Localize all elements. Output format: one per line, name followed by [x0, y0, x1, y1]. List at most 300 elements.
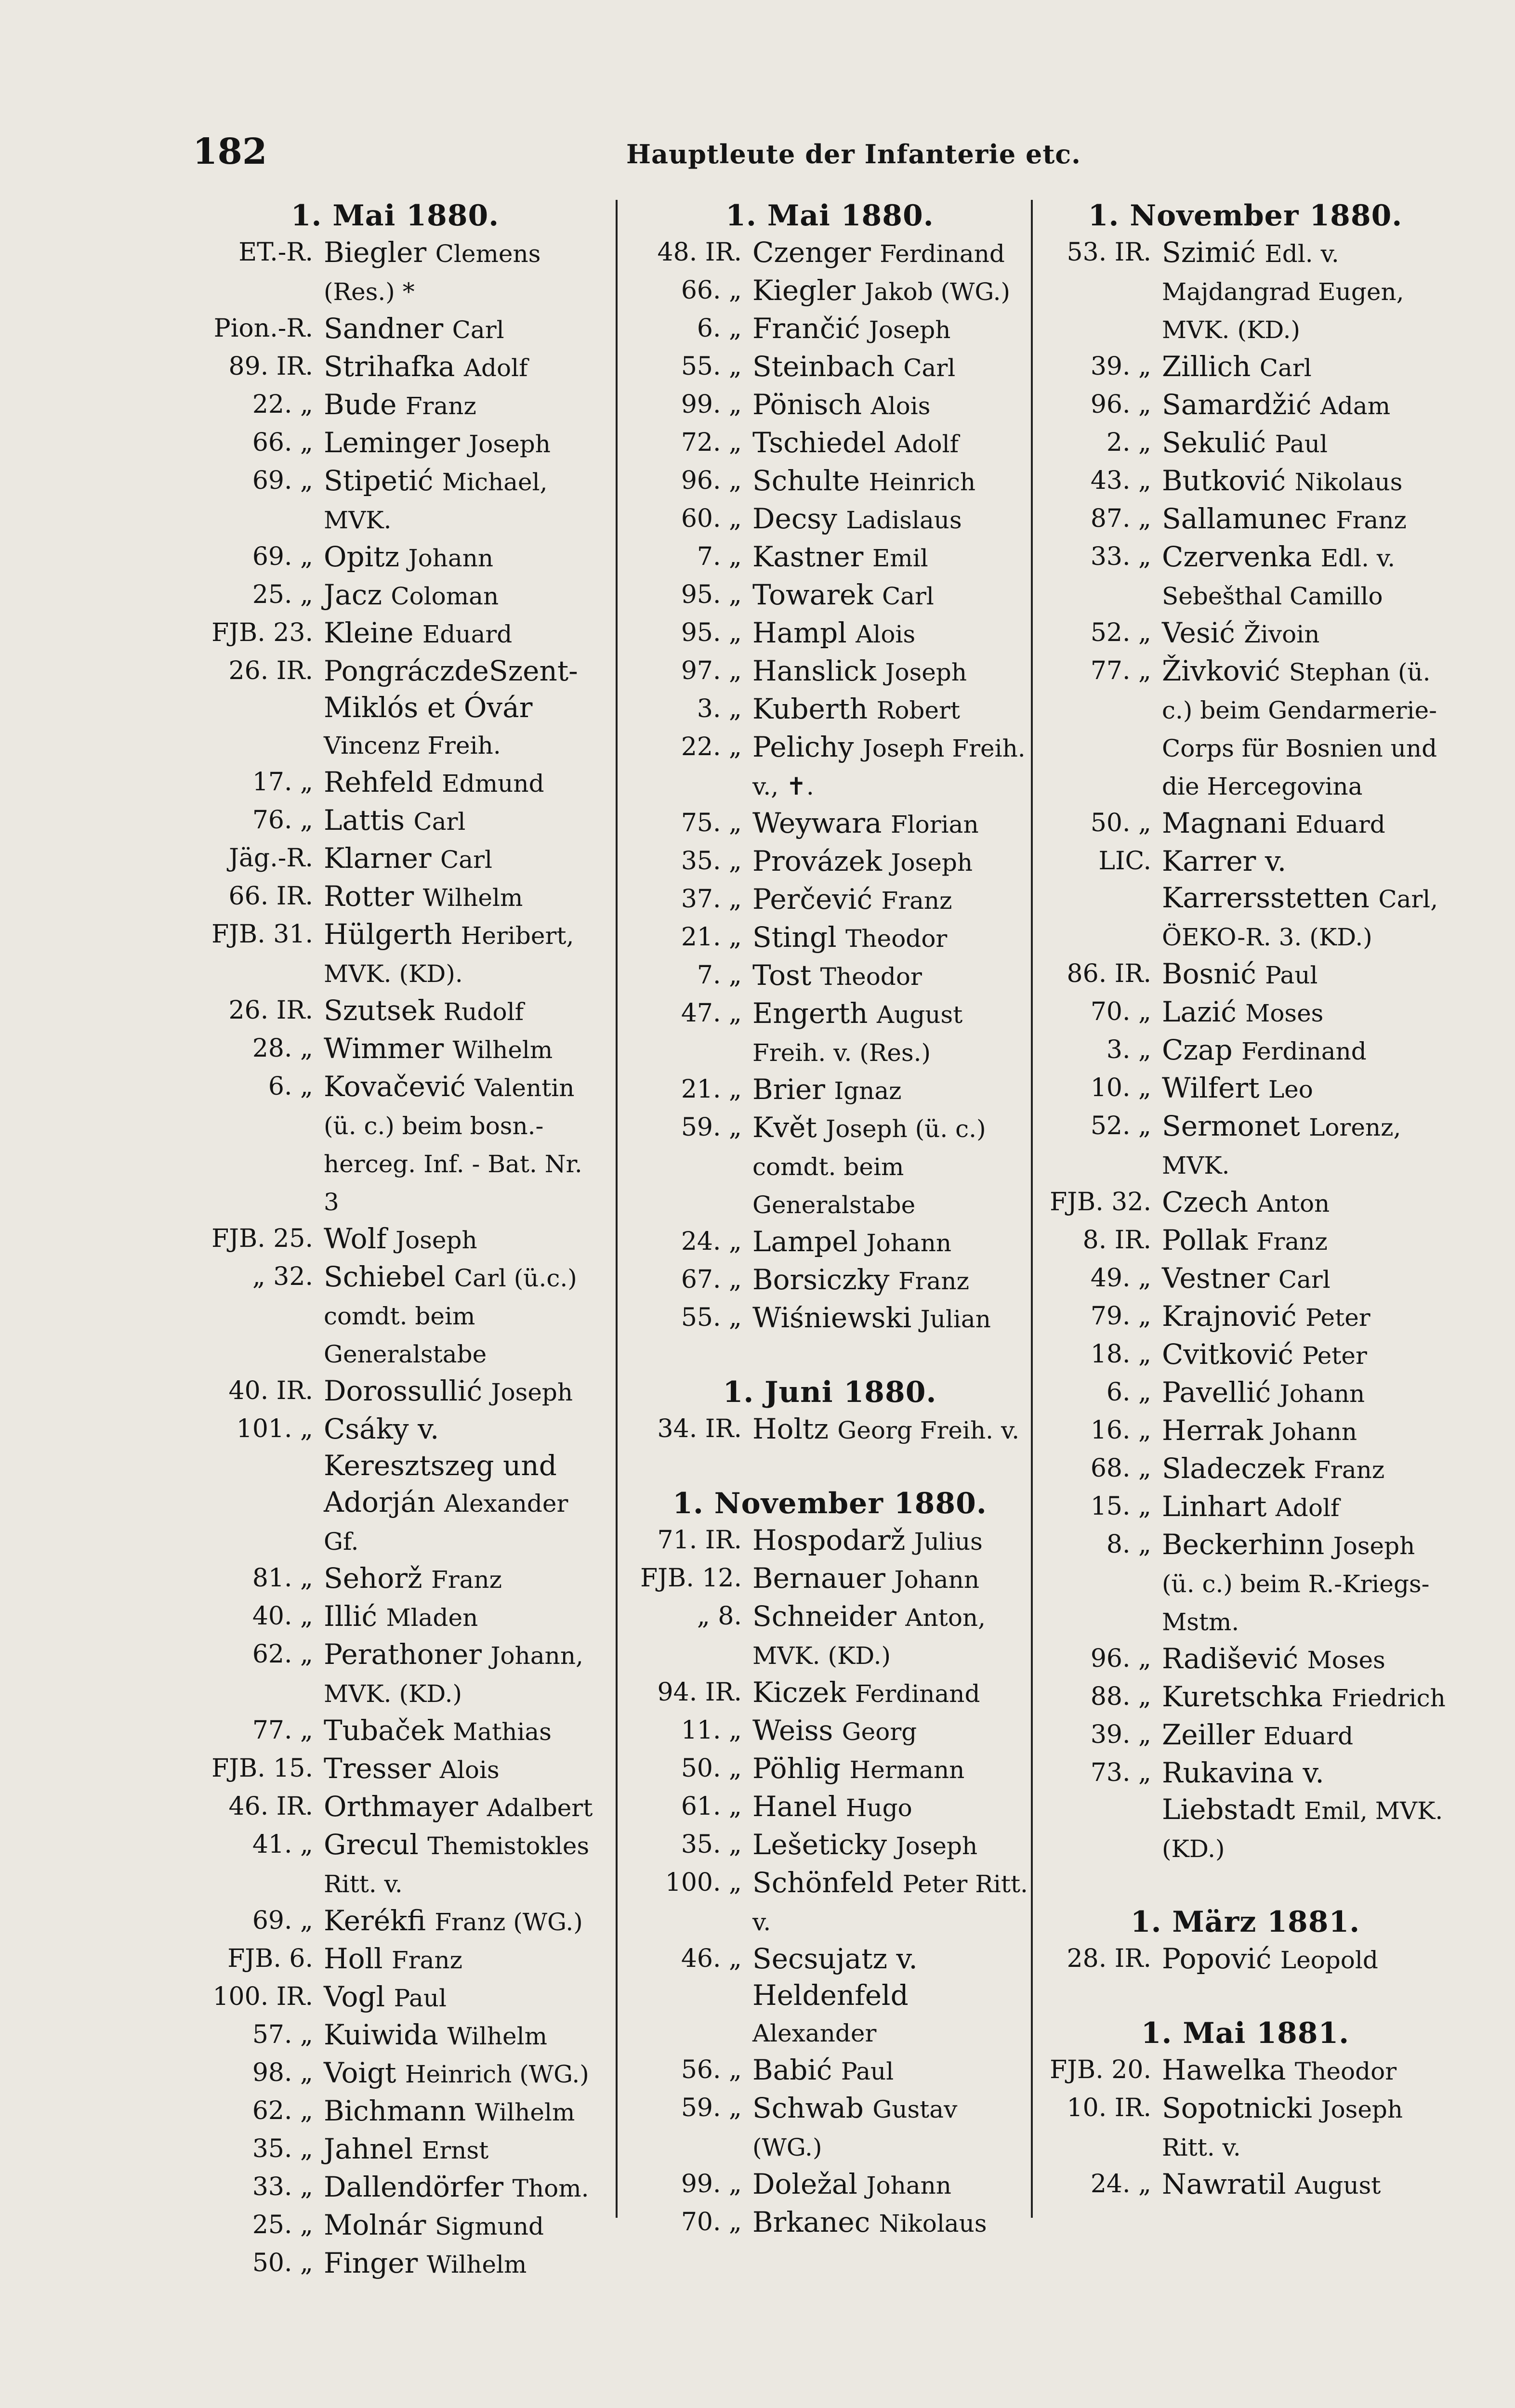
- surname: Wiśniewski: [752, 1301, 912, 1334]
- surname: Stingl: [752, 921, 837, 954]
- given-name-details: Moses: [1245, 999, 1324, 1027]
- given-name-details: Leopold: [1280, 1946, 1378, 1974]
- officer-entry: [1036, 1108, 1455, 1184]
- regiment-label: 62. „: [252, 1640, 313, 1669]
- officer-name-block: [1151, 843, 1455, 955]
- officer-name-block: [742, 653, 1033, 691]
- regiment-label: 66. IR.: [228, 882, 313, 911]
- column-2: [626, 197, 1033, 2242]
- given-name-details: Peter: [1302, 1342, 1367, 1370]
- officer-name-block: [1151, 1450, 1455, 1488]
- surname: Perčević: [752, 883, 873, 916]
- surname: Sladeczek: [1162, 1452, 1305, 1485]
- given-name-details: Moses: [1307, 1646, 1385, 1674]
- officer-name-block: [313, 234, 602, 310]
- regiment-label: 101. „: [236, 1414, 313, 1443]
- officer-name-block: [742, 500, 1033, 538]
- regiment-label: 24. „: [1090, 2170, 1151, 2199]
- officer-entry: [188, 462, 602, 538]
- officer-name-block: [1151, 955, 1455, 994]
- officer-name-block: [313, 424, 602, 462]
- surname: Hülgerth: [324, 918, 452, 951]
- officer-entry: [626, 348, 1033, 386]
- officer-entry: [1036, 538, 1455, 615]
- surname: Rehfeld: [324, 766, 433, 798]
- officer-name-block: [1151, 1336, 1455, 1374]
- officer-entry: [1036, 955, 1455, 994]
- officer-name-block: [742, 1598, 1033, 1674]
- officer-name-block: [313, 576, 602, 615]
- officer-entry: [188, 2093, 602, 2131]
- given-name-details: Theodor: [845, 925, 948, 953]
- officer-entry: [626, 386, 1033, 424]
- given-name-details: Paul: [394, 1984, 447, 2012]
- given-name-details: Mathias: [453, 1718, 552, 1746]
- officer-entry: [188, 538, 602, 576]
- given-name-details: Georg Freih. v.: [837, 1416, 1020, 1444]
- officer-name-block: [742, 1788, 1033, 1826]
- officer-entry: [626, 234, 1033, 272]
- officer-name-block: [1151, 2090, 1455, 2166]
- surname: Brkanec: [752, 2206, 870, 2238]
- officer-name-block: [313, 1560, 602, 1598]
- given-name-details: Themistokles Ritt. v.: [324, 1832, 590, 1898]
- given-name-details: Georg: [842, 1718, 917, 1746]
- given-name-details: Franz: [431, 1566, 502, 1594]
- given-name-details: Joseph: [869, 316, 951, 344]
- officer-name-block: [313, 1258, 602, 1373]
- officer-entry: [626, 615, 1033, 653]
- regiment-label: 95. „: [681, 618, 742, 647]
- regiment-label: 25. „: [252, 2211, 313, 2239]
- given-name-details: Ernst: [422, 2136, 489, 2164]
- surname: Pelichy: [752, 731, 854, 763]
- officer-entry: [626, 729, 1033, 805]
- officer-name-block: [313, 1712, 602, 1750]
- officer-entry: [626, 1411, 1033, 1449]
- given-name-details: Julian: [920, 1305, 991, 1333]
- surname: Sopotnicki: [1162, 2092, 1313, 2124]
- surname: Bosnić: [1162, 957, 1256, 990]
- officer-entry: [188, 840, 602, 878]
- regiment-label: „ 32.: [252, 1262, 313, 1291]
- surname: Steinbach: [752, 350, 895, 383]
- given-name-details: Johann, MVK. (KD.): [324, 1642, 583, 1708]
- given-name-details: Valentin (ü. c.) beim bosn.-herceg. Inf. - Bat. Nr. 3: [324, 1074, 582, 1216]
- officer-name-block: [313, 1750, 602, 1788]
- regiment-label: 34. IR.: [657, 1414, 742, 1443]
- officer-entry: [1036, 1032, 1455, 1070]
- surname: Kiegler: [752, 274, 856, 307]
- given-name-details: Adolf: [895, 430, 959, 458]
- officer-entry: [1036, 1298, 1455, 1336]
- given-name-details: Friedrich: [1331, 1684, 1446, 1712]
- officer-name-block: [1151, 424, 1455, 462]
- surname: Czervenka: [1162, 540, 1312, 573]
- officer-entry: [188, 1636, 602, 1712]
- surname: Karrer v. Karrersstetten: [1162, 845, 1370, 914]
- officer-entry: [626, 272, 1033, 310]
- officer-name-block: [742, 805, 1033, 843]
- officer-entry: [626, 310, 1033, 348]
- given-name-details: Eduard: [1263, 1722, 1354, 1750]
- section-heading: 1. Mai 1880.: [290, 199, 500, 233]
- surname: Hanel: [752, 1790, 837, 1823]
- surname: Linhart: [1162, 1490, 1267, 1523]
- regiment-label: 25. „: [252, 580, 313, 609]
- officer-name-block: [1151, 1032, 1455, 1070]
- officer-name-block: [1151, 538, 1455, 615]
- regiment-label: 75. „: [681, 809, 742, 838]
- given-name-details: Franz: [898, 1267, 969, 1295]
- surname: Schiebel: [324, 1260, 446, 1293]
- officer-entry: [1036, 500, 1455, 538]
- surname: Tost: [752, 959, 812, 992]
- officer-entry: [188, 1902, 602, 1940]
- regiment-label: ET.-R.: [238, 238, 313, 267]
- given-name-details: Coloman: [391, 582, 499, 610]
- officer-name-block: [742, 2166, 1033, 2204]
- officer-name-block: [1151, 386, 1455, 424]
- officer-name-block: [1151, 1640, 1455, 1678]
- surname: Wilfert: [1162, 1072, 1260, 1104]
- officer-name-block: [1151, 1184, 1455, 1222]
- surname: Tresser: [324, 1752, 431, 1785]
- section-heading: 1. Mai 1880.: [725, 199, 934, 233]
- given-name-details: Carl: [1259, 354, 1312, 382]
- officer-name-block: [742, 1750, 1033, 1788]
- surname: Lampel: [752, 1225, 858, 1258]
- officer-entry: [1036, 843, 1455, 955]
- given-name-details: Florian: [890, 811, 979, 838]
- officer-entry: [1036, 2090, 1455, 2166]
- regiment-label: 77. „: [1090, 656, 1151, 685]
- regiment-label: 35. „: [681, 1830, 742, 1859]
- surname: Kastner: [752, 540, 864, 573]
- regiment-label: 96. „: [1090, 1644, 1151, 1673]
- given-name-details: Alexander Gf.: [324, 1490, 568, 1556]
- regiment-label: 68. „: [1090, 1454, 1151, 1483]
- officer-entry: [626, 2204, 1033, 2242]
- officer-name-block: [742, 1522, 1033, 1560]
- officer-name-block: [1151, 500, 1455, 538]
- surname: Sallamunec: [1162, 502, 1327, 535]
- officer-name-block: [742, 1411, 1033, 1449]
- surname: Weywara: [752, 807, 882, 839]
- officer-name-block: [313, 1902, 602, 1940]
- officer-entry: [188, 1258, 602, 1373]
- regiment-label: 53. IR.: [1067, 238, 1151, 267]
- surname: Vogl: [324, 1980, 385, 2013]
- officer-name-block: [742, 1071, 1033, 1109]
- regiment-label: 96. „: [1090, 390, 1151, 419]
- officer-entry: [188, 1712, 602, 1750]
- regiment-label: 37. „: [681, 885, 742, 914]
- officer-name-block: [742, 348, 1033, 386]
- given-name-details: Paul: [1275, 430, 1328, 458]
- officer-name-block: [313, 1030, 602, 1068]
- officer-name-block: [313, 992, 602, 1030]
- given-name-details: Ferdinand: [855, 1680, 980, 1708]
- column-1: [188, 197, 602, 2283]
- surname: Rotter: [324, 880, 414, 913]
- officer-name-block: [313, 1940, 602, 1978]
- officer-entry: [1036, 805, 1455, 843]
- officer-name-block: [742, 538, 1033, 576]
- officer-name-block: [313, 802, 602, 840]
- officer-entry: [1036, 1526, 1455, 1640]
- officer-name-block: [313, 1598, 602, 1636]
- officer-name-block: [1151, 1678, 1455, 1716]
- surname: Frančić: [752, 312, 860, 345]
- given-name-details: Joseph (ü. c.) comdt. beim Generalstabe: [752, 1115, 986, 1219]
- given-name-details: Paul: [841, 2057, 894, 2085]
- given-name-details: Wilhelm: [447, 2022, 548, 2050]
- officer-entry: [1036, 1488, 1455, 1526]
- surname: Borsiczky: [752, 1263, 890, 1296]
- given-name-details: Mladen: [386, 1604, 478, 1632]
- given-name-details: Alexander: [752, 2019, 877, 2047]
- surname: Popović: [1162, 1942, 1272, 1975]
- regiment-label: 97. „: [681, 656, 742, 685]
- officer-name-block: [313, 2131, 602, 2169]
- given-name-details: Rudolf: [443, 998, 524, 1026]
- surname: Kuretschka: [1162, 1680, 1323, 1713]
- surname: Szimić: [1162, 236, 1256, 269]
- officer-entry: [188, 1030, 602, 1068]
- officer-entry: [1036, 1260, 1455, 1298]
- given-name-details: Joseph: [491, 1378, 573, 1406]
- officer-entry: [626, 995, 1033, 1071]
- surname: Sandner: [324, 312, 444, 345]
- given-name-details: Joseph Freih. v., ✝.: [752, 734, 1026, 800]
- given-name-details: Carl, ÖEKO-R. 3. (KD.): [1162, 885, 1438, 951]
- officer-entry: [626, 1109, 1033, 1223]
- section-heading: 1. März 1881.: [1130, 1905, 1360, 1939]
- officer-entry: [1036, 615, 1455, 653]
- officer-entry: [188, 1978, 602, 2016]
- given-name-details: Clemens (Res.) *: [324, 240, 541, 306]
- given-name-details: Theodor: [820, 963, 922, 991]
- officer-name-block: [742, 1560, 1033, 1598]
- regiment-label: 100. IR.: [212, 1982, 313, 2011]
- officer-name-block: [313, 764, 602, 802]
- officer-name-block: [1151, 1716, 1455, 1754]
- officer-name-block: [742, 957, 1033, 995]
- surname: Opitz: [324, 540, 400, 573]
- given-name-details: Emil, MVK. (KD.): [1162, 1797, 1443, 1863]
- officer-name-block: [1151, 1940, 1455, 1978]
- column-rule-left: [616, 200, 618, 2218]
- regiment-label: 95. „: [681, 580, 742, 609]
- officer-name-block: [313, 348, 602, 386]
- given-name-details: Wilhelm: [452, 1036, 553, 1064]
- officer-name-block: [1151, 994, 1455, 1032]
- officer-entry: [626, 1299, 1033, 1337]
- officer-name-block: [742, 1940, 1033, 2052]
- officer-name-block: [742, 1826, 1033, 1864]
- officer-entry: [188, 1598, 602, 1636]
- officer-entry: [188, 2016, 602, 2055]
- given-name-details: Adam: [1320, 392, 1391, 420]
- officer-name-block: [742, 424, 1033, 462]
- given-name-details: Thom.: [512, 2174, 589, 2202]
- given-name-details: Emil: [872, 544, 928, 572]
- surname: Czap: [1162, 1034, 1233, 1066]
- running-head: Hauptleute der Infanterie etc.: [626, 139, 1081, 170]
- regiment-label: 26. IR.: [228, 656, 313, 685]
- given-name-details: Edl. v. Majdangrad Eugen, MVK. (KD.): [1162, 240, 1404, 344]
- given-name-details: Heinrich: [869, 468, 976, 496]
- officer-name-block: [742, 386, 1033, 424]
- regiment-label: 60. „: [681, 504, 742, 533]
- officer-entry: [1036, 348, 1455, 386]
- surname: Wolf: [324, 1222, 387, 1255]
- regiment-label: FJB. 31.: [211, 920, 313, 949]
- given-name-details: Franz (WG.): [435, 1908, 583, 1936]
- regiment-label: 55. „: [681, 1303, 742, 1332]
- regiment-label: 35. „: [681, 847, 742, 876]
- regiment-label: 59. „: [681, 1113, 742, 1142]
- regiment-label: 15. „: [1090, 1492, 1151, 1521]
- regiment-label: 86. IR.: [1067, 959, 1151, 988]
- officer-name-block: [742, 2090, 1033, 2166]
- regiment-label: 66. „: [252, 428, 313, 457]
- given-name-details: Michael, MVK.: [324, 468, 548, 534]
- surname: Czech: [1162, 1186, 1249, 1218]
- officer-entry: [188, 2055, 602, 2093]
- surname: Květ: [752, 1111, 817, 1144]
- officer-entry: [626, 1560, 1033, 1598]
- given-name-details: Eduard: [1295, 811, 1385, 838]
- surname: Živković: [1162, 654, 1280, 687]
- surname: Schulte: [752, 464, 860, 497]
- regiment-label: 22. „: [252, 390, 313, 419]
- regiment-label: 40. IR.: [228, 1376, 313, 1405]
- regiment-label: 8. „: [1106, 1530, 1151, 1559]
- given-name-details: Joseph Ritt. v.: [1162, 2095, 1403, 2161]
- surname: Wimmer: [324, 1032, 444, 1065]
- officer-entry: [626, 691, 1033, 729]
- officer-name-block: [313, 840, 602, 878]
- officer-name-block: [742, 1223, 1033, 1261]
- officer-entry: [1036, 2052, 1455, 2090]
- surname: PongráczdeSzent-Miklós et Óvár: [324, 654, 578, 724]
- surname: Butković: [1162, 464, 1286, 497]
- regiment-label: 3. „: [697, 694, 742, 723]
- officer-entry: [1036, 1450, 1455, 1488]
- regiment-label: 22. „: [681, 733, 742, 761]
- page-number: 182: [193, 131, 267, 172]
- surname: Radišević: [1162, 1642, 1299, 1675]
- regiment-label: 10. IR.: [1067, 2094, 1151, 2122]
- regiment-label: 8. IR.: [1082, 1226, 1151, 1255]
- surname: Vestner: [1162, 1262, 1270, 1295]
- officer-entry: [188, 764, 602, 802]
- officer-entry: [188, 310, 602, 348]
- given-name-details: Adolf: [463, 354, 528, 382]
- officer-entry: [188, 1940, 602, 1978]
- officer-entry: [188, 653, 602, 764]
- regiment-label: 46. „: [681, 1944, 742, 1973]
- given-name-details: Johann: [866, 2172, 951, 2199]
- officer-entry: [188, 2207, 602, 2245]
- officer-entry: [626, 957, 1033, 995]
- surname: Pönisch: [752, 388, 862, 421]
- officer-entry: [188, 234, 602, 310]
- officer-name-block: [1151, 348, 1455, 386]
- officer-name-block: [313, 2169, 602, 2207]
- officer-name-block: [1151, 653, 1455, 805]
- surname: Lattis: [324, 804, 405, 837]
- regiment-label: 69. „: [252, 1906, 313, 1935]
- surname: Tubaček: [324, 1714, 444, 1747]
- given-name-details: Paul: [1265, 961, 1318, 989]
- regiment-label: 70. „: [681, 2208, 742, 2237]
- officer-entry: [188, 1411, 602, 1560]
- regiment-label: 6. „: [697, 314, 742, 343]
- regiment-label: 59. „: [681, 2094, 742, 2122]
- surname: Schwab: [752, 2092, 864, 2124]
- given-name-details: Carl (ü.c.) comdt. beim Generalstabe: [324, 1264, 577, 1368]
- regiment-label: 99. „: [681, 390, 742, 419]
- officer-name-block: [313, 2055, 602, 2093]
- officer-entry: [626, 881, 1033, 919]
- officer-name-block: [742, 462, 1033, 500]
- officer-name-block: [742, 843, 1033, 881]
- officer-name-block: [313, 1978, 602, 2016]
- officer-entry: [188, 2245, 602, 2283]
- regiment-label: FJB. 15.: [211, 1754, 313, 1783]
- given-name-details: Franz: [1335, 506, 1407, 534]
- surname: Lazić: [1162, 995, 1237, 1028]
- given-name-details: Adolf: [1275, 1494, 1340, 1522]
- officer-entry: [626, 1864, 1033, 1940]
- officer-name-block: [742, 234, 1033, 272]
- officer-entry: [626, 1598, 1033, 1674]
- surname: Krajnović: [1162, 1300, 1297, 1333]
- section-heading: 1. November 1880.: [672, 1487, 987, 1520]
- officer-name-block: [313, 386, 602, 424]
- officer-name-block: [742, 1864, 1033, 1940]
- officer-name-block: [1151, 805, 1455, 843]
- regiment-label: 17. „: [252, 768, 313, 797]
- officer-name-block: [313, 310, 602, 348]
- surname: Kovačević: [324, 1070, 466, 1103]
- surname: Brier: [752, 1073, 825, 1106]
- surname: Engerth: [752, 997, 868, 1030]
- officer-entry: [188, 424, 602, 462]
- officer-entry: [626, 500, 1033, 538]
- given-name-details: Carl: [413, 808, 466, 836]
- regiment-label: 70. „: [1090, 997, 1151, 1026]
- given-name-details: Stephan (ü. c.) beim Gendarmerie-Corps für Bosnien und die Hercegovina: [1162, 658, 1437, 800]
- officer-entry: [1036, 994, 1455, 1032]
- regiment-label: 18. „: [1090, 1340, 1151, 1369]
- regiment-label: FJB. 6.: [227, 1944, 313, 1973]
- surname: Kerékfi: [324, 1904, 426, 1937]
- given-name-details: Joseph: [885, 658, 967, 686]
- given-name-details: Živoin: [1244, 620, 1320, 648]
- officer-name-block: [1151, 1222, 1455, 1260]
- officer-name-block: [742, 2204, 1033, 2242]
- surname: Hospodarž: [752, 1524, 906, 1557]
- given-name-details: Joseph: [395, 1226, 477, 1254]
- given-name-details: Hugo: [845, 1794, 912, 1822]
- given-name-details: August Freih. v. (Res.): [752, 1001, 963, 1067]
- given-name-details: Joseph (ü. c.) beim R.-Kriegs-Mstm.: [1162, 1532, 1430, 1636]
- surname: Illić: [324, 1600, 378, 1633]
